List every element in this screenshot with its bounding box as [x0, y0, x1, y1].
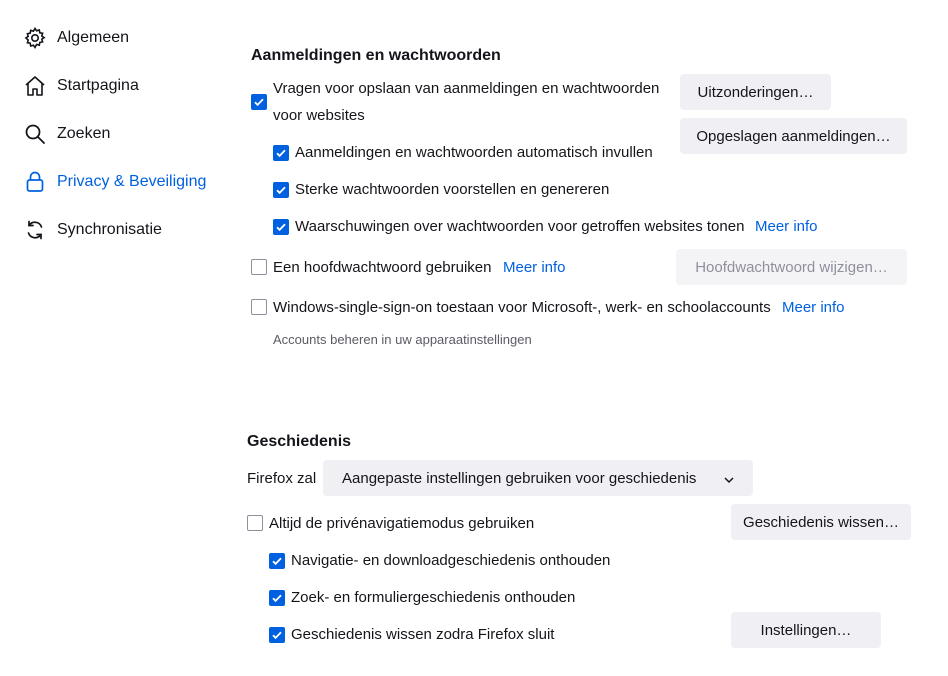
sync-icon [22, 217, 48, 243]
sidebar-item-label: Synchronisatie [57, 221, 162, 238]
sso-label[interactable]: Windows-single-sign-on toestaan voor Microsoft-, werk- en schoolaccounts [273, 299, 771, 316]
browsing-history-checkbox[interactable] [269, 553, 285, 569]
sidebar-item-label: Startpagina [57, 77, 139, 94]
sidebar-item-label: Zoeken [57, 125, 111, 142]
search-icon [22, 121, 48, 147]
primary-password-label[interactable]: Een hoofdwachtwoord gebruiken [273, 259, 492, 276]
history-mode-select[interactable] [323, 460, 753, 496]
sso-description: Accounts beheren in uw apparaatinstellingen [273, 332, 532, 347]
private-mode-label[interactable]: Altijd de privénavigatiemodus gebruiken [269, 515, 535, 532]
suggest-passwords-label[interactable]: Sterke wachtwoorden voorstellen en genereren [295, 181, 610, 198]
home-icon [22, 73, 48, 99]
firefox-will-label: Firefox zal [247, 470, 317, 487]
sidebar-item-label: Privacy & Beveiliging [57, 173, 207, 190]
change-primary-password-button[interactable]: Hoofdwachtwoord wijzigen… [676, 249, 907, 285]
form-history-label[interactable]: Zoek- en formuliergeschiedenis onthouden [291, 589, 576, 606]
history-mode-value: Aangepaste instellingen gebruiken voor geschiedenis [342, 469, 697, 487]
sidebar-item-label: Algemeen [57, 29, 130, 46]
gear-icon [22, 25, 48, 51]
clear-on-close-label[interactable]: Geschiedenis wissen zodra Firefox sluit [291, 626, 555, 643]
sidebar-item-synchronisatie[interactable] [22, 216, 162, 244]
suggest-passwords-checkbox[interactable] [273, 182, 289, 198]
sidebar-item-privacy[interactable] [22, 168, 206, 196]
ask-save-checkbox[interactable] [251, 94, 267, 110]
history-heading: Geschiedenis [247, 433, 352, 450]
autofill-label[interactable]: Aanmeldingen en wachtwoorden automatisch invullen [295, 144, 653, 161]
ask-save-label-line2[interactable]: voor websites [273, 107, 365, 124]
breach-alerts-label[interactable]: Waarschuwingen over wachtwoorden voor getroffen websites tonen [295, 218, 745, 235]
sidebar-item-startpagina[interactable] [22, 72, 139, 100]
sso-checkbox[interactable] [251, 299, 267, 315]
clear-on-close-checkbox[interactable] [269, 627, 285, 643]
sidebar-item-zoeken[interactable] [22, 120, 110, 148]
autofill-checkbox[interactable] [273, 145, 289, 161]
primary-password-checkbox[interactable] [251, 259, 267, 275]
lock-icon [22, 169, 48, 195]
breach-learn-more-link[interactable]: Meer info [755, 218, 818, 235]
form-history-checkbox[interactable] [269, 590, 285, 606]
primary-password-learn-more-link[interactable]: Meer info [503, 259, 566, 276]
sso-learn-more-link[interactable]: Meer info [782, 299, 845, 316]
sidebar-item-algemeen[interactable] [22, 24, 129, 52]
breach-alerts-checkbox[interactable] [273, 219, 289, 235]
private-mode-checkbox[interactable] [247, 515, 263, 531]
logins-heading: Aanmeldingen en wachtwoorden [251, 47, 501, 64]
ask-save-label[interactable]: Vragen voor opslaan van aanmeldingen en wachtwoorden [273, 80, 660, 97]
saved-logins-button[interactable]: Opgeslagen aanmeldingen… [680, 118, 907, 154]
browsing-history-label[interactable]: Navigatie- en downloadgeschiedenis onthouden [291, 552, 611, 569]
exceptions-button[interactable]: Uitzonderingen… [680, 74, 831, 110]
clear-history-button[interactable]: Geschiedenis wissen… [731, 504, 911, 540]
chevron-down-icon [723, 472, 735, 489]
history-settings-button[interactable]: Instellingen… [731, 612, 881, 648]
